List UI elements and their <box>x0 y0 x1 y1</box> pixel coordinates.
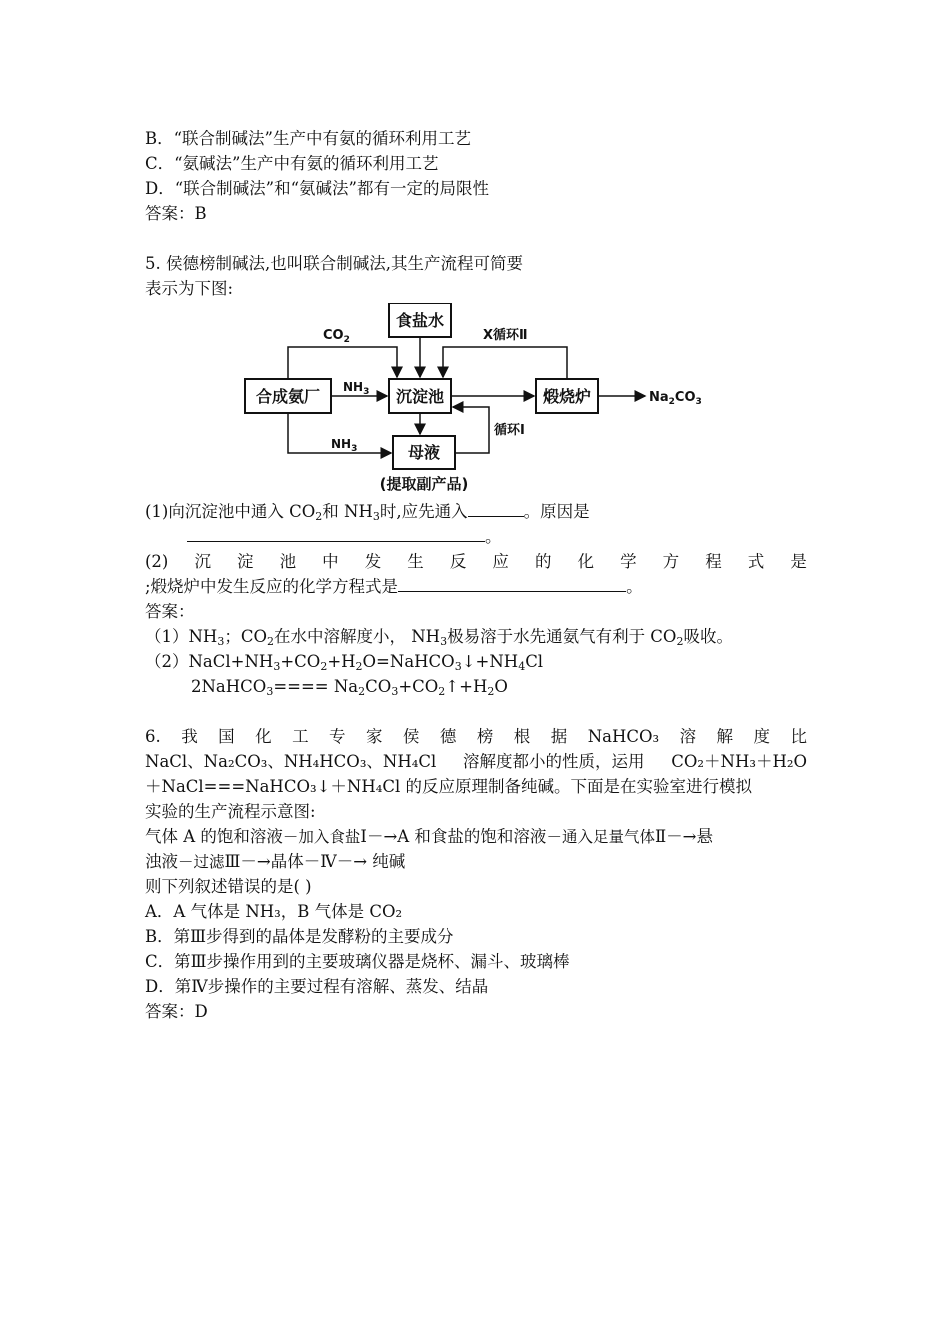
label-nh3-bottom: $NH_3$ <box>331 437 358 454</box>
q6-flow-line2: 浊液－过滤Ⅲ－→晶体－Ⅳ－→ 纯碱 <box>145 852 406 871</box>
q6-line1-char: 榜 <box>476 727 494 746</box>
q5-part2-char: 生 <box>407 552 424 571</box>
process-flow-diagram <box>145 303 807 499</box>
q6-line1-char: 侯 <box>402 727 420 746</box>
label-product: $Na_2CO_3$ <box>649 390 702 407</box>
q5-stem-line2: 表示为下图: <box>145 279 234 298</box>
q5-part1-line1: (1)向沉淀池中通入 $CO_2$和 $NH_3$时,应先通入 。原因是 <box>145 499 807 524</box>
q5-part2-line2: ;煅烧炉中发生反应的化学方程式是 。 <box>145 574 807 599</box>
arrow-co2 <box>288 347 397 379</box>
q6-line1-char: 溶 <box>679 727 697 746</box>
document-page <box>145 126 807 1024</box>
q5-answer-label: 答案： <box>145 602 195 621</box>
q5-part2-char: 发 <box>364 552 382 571</box>
q6-line1-char: 度 <box>753 727 770 746</box>
q5-answer-2: $(2)NaCl+NH_3+CO_2+H_2O=NaHCO_3↓+NH_4Cl$ <box>145 652 544 673</box>
arrow-x-cycle <box>443 347 567 379</box>
q5-part2-char: 应 <box>492 552 509 571</box>
label-x-cycle: X循环Ⅱ <box>483 328 528 343</box>
label-ammonia-plant: 合成氨厂 <box>255 387 321 406</box>
q6-question: 则下列叙述错误的是( ) <box>145 877 312 896</box>
q6-line2 <box>145 749 807 774</box>
q5-answer-1: $(1)NH_3$；$CO_2$在水中溶解度小， $NH_3$极易溶于水先通氨气有利于 $CO_2$吸收。 <box>145 627 733 648</box>
q5-part2-char: 中 <box>322 552 339 571</box>
q6-option-d: D．第Ⅳ步操作的主要过程有溶解、蒸发、结晶 <box>145 977 489 996</box>
q6-line1-char: 家 <box>365 727 383 746</box>
q5-answer-3: 2NaHCO$_3$==== $Na_2CO_3+CO_2↑+H_2O$ <box>191 677 508 698</box>
flow-svg <box>145 303 807 499</box>
label-cycle1: 循环Ⅰ <box>494 423 525 438</box>
arrow-cycle1 <box>453 407 489 453</box>
answer-blank-2[interactable] <box>187 524 485 542</box>
q5-part2-char: 式 <box>747 552 765 571</box>
answer-blank-3[interactable] <box>398 574 626 592</box>
q6-line1-char: 根 <box>513 727 531 746</box>
q5-part2-line1 <box>145 549 807 574</box>
q5-part2-char: 是 <box>790 552 807 571</box>
q6-line1-char: 德 <box>439 727 457 746</box>
answer-blank-1[interactable] <box>468 499 524 517</box>
q6-flow-line1: 气体 A 的饱和溶液－加入食盐Ⅰ－→A 和食盐的饱和溶液－通入足量气体Ⅱ－→悬 <box>145 827 713 846</box>
q5-part2-char: 反 <box>449 552 467 571</box>
q6-line2-segment: NaCl、Na₂CO₃、NH₄HCO₃、NH₄Cl <box>145 752 437 771</box>
label-byproduct: (提取副产品) <box>379 475 469 493</box>
q6-answer: 答案：D <box>145 1002 208 1021</box>
q6-line1-char: 专 <box>329 727 346 746</box>
q5-stem-line1: 5. 侯德榜制碱法,也叫联合制碱法,其生产流程可简要 <box>145 254 523 273</box>
q6-line1-char: 化 <box>255 727 272 746</box>
q5-part1-line2: 。 <box>145 524 807 549</box>
label-furnace: 煅烧炉 <box>542 387 592 406</box>
q4-answer: 答案：B <box>145 204 207 223</box>
q6-option-c: C．第Ⅲ步操作用到的主要玻璃仪器是烧杯、漏斗、玻璃棒 <box>145 952 570 971</box>
label-co2: $CO_2$ <box>323 328 350 345</box>
q6-line1 <box>145 724 807 749</box>
label-nh3-top: $NH_3$ <box>343 380 370 397</box>
q5-part2-char: 池 <box>279 552 297 571</box>
q6-line1-char: 6. <box>145 727 161 746</box>
q6-line1-char: 工 <box>292 727 309 746</box>
q6-line2-segment: 溶解度都小的性质，运用 <box>463 752 645 771</box>
q5-part2-char: 的 <box>534 552 552 571</box>
q6-line1-char: 比 <box>790 727 807 746</box>
label-mother-liquor: 母液 <box>407 443 441 462</box>
q6-line3: ＋NaCl===NaHCO₃↓＋NH₄Cl 的反应原理制备纯碱。下面是在实验室进行模拟 <box>145 777 752 796</box>
q6-line2-segment: CO₂＋NH₃＋H₂O <box>671 752 807 771</box>
q6-line1-char: 国 <box>218 727 235 746</box>
q6-line1-char: NaHCO₃ <box>587 727 660 746</box>
q5-part2-char: 程 <box>705 552 722 571</box>
q4-option-c: C．“氨碱法”生产中有氨的循环利用工艺 <box>145 154 439 173</box>
q5-part2-char: 方 <box>662 552 680 571</box>
q4-option-b: B．“联合制碱法”生产中有氨的循环利用工艺 <box>145 129 471 148</box>
q6-line4: 实验的生产流程示意图: <box>145 802 316 821</box>
q6-option-a: A．A 气体是 NH₃，B 气体是 CO₂ <box>145 902 403 921</box>
label-salt-water: 食盐水 <box>395 311 445 330</box>
q4-option-d: D．“联合制碱法”和“氨碱法”都有一定的局限性 <box>145 179 489 198</box>
q6-option-b: B．第Ⅲ步得到的晶体是发酵粉的主要成分 <box>145 927 454 946</box>
q5-part2-char: 沉 <box>194 552 211 571</box>
q5-part2-char: 学 <box>620 552 637 571</box>
q5-part2-char: 淀 <box>237 552 254 571</box>
q6-line1-char: 解 <box>716 727 734 746</box>
q5-part2-char: 化 <box>577 552 594 571</box>
q6-line1-char: 据 <box>550 727 568 746</box>
q6-line1-char: 我 <box>181 727 198 746</box>
label-sedimentation: 沉淀池 <box>395 387 445 406</box>
q5-part2-char: (2) <box>145 552 169 571</box>
